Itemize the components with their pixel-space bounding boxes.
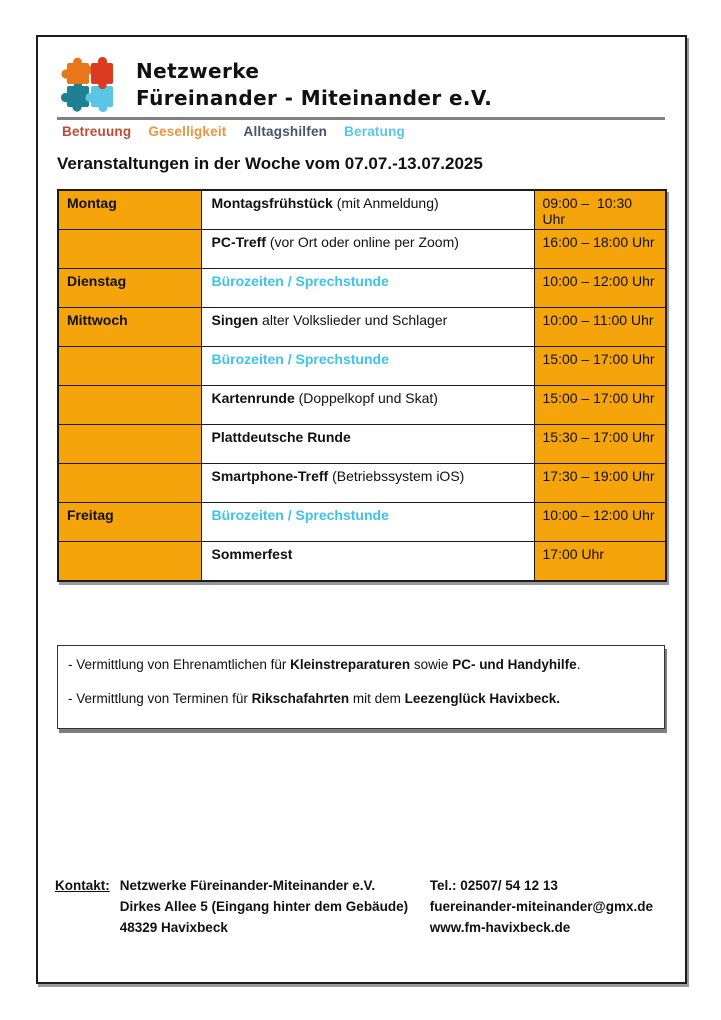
day-cell [58, 542, 201, 581]
nav-item-geselligkeit: Geselligkeit [148, 124, 227, 139]
brand-name [136, 58, 492, 112]
time-cell: 10:00 – 11:00 Uhr [534, 308, 666, 347]
brand-line1: Netzwerke [136, 59, 260, 83]
time-cell: 15:30 – 17:00 Uhr [534, 425, 666, 464]
day-cell [58, 230, 201, 269]
contact-address [120, 875, 420, 938]
event-detail: (Betriebssystem iOS) [328, 468, 465, 484]
header-divider [57, 117, 665, 120]
schedule-table [57, 189, 667, 582]
event-detail: (vor Ort oder online per Zoom) [265, 234, 459, 250]
puzzle-piece-orange [61, 58, 94, 84]
nav-item-alltagshilfen: Alltagshilfen [243, 124, 328, 139]
table-row [58, 230, 666, 269]
time-cell: 15:00 – 17:00 Uhr [534, 347, 666, 386]
schedule-table-body [58, 190, 666, 581]
footer-contact-block [55, 875, 653, 938]
puzzle-piece-teal [61, 81, 89, 111]
event-name: Bürozeiten / Sprechstunde [211, 351, 389, 367]
info-line: - Vermittlung von Ehrenamtlichen für Kleinstreparaturen sowie PC- und Handyhilfe. [68, 657, 581, 672]
time-cell: 17:00 Uhr [534, 542, 666, 581]
contact-line: www.fm-havixbeck.de [429, 920, 571, 935]
time-cell: 10:00 – 12:00 Uhr [534, 269, 666, 308]
address-line: Netzwerke Füreinander-Miteinander e.V. [119, 878, 376, 893]
address-line: Dirkes Allee 5 (Eingang hinter dem Gebäude) [119, 899, 409, 914]
event-cell [201, 269, 534, 308]
event-cell [201, 230, 534, 269]
table-row [58, 542, 666, 581]
info-box [57, 645, 665, 729]
event-name: Singen [211, 312, 259, 328]
page-title: Veranstaltungen in der Woche vom 07.07.-13.07.2025 [57, 154, 483, 173]
time-cell: 17:30 – 19:00 Uhr [534, 464, 666, 503]
table-row [58, 503, 666, 542]
event-name: Smartphone-Treff [211, 468, 329, 484]
time-cell: 16:00 – 18:00 Uhr [534, 230, 666, 269]
event-detail: alter Volkslieder und Schlager [258, 312, 448, 328]
event-name: Plattdeutsche Runde [211, 429, 351, 445]
address-line: 48329 Havixbeck [119, 920, 228, 935]
day-cell [58, 425, 201, 464]
time-cell: 15:00 – 17:00 Uhr [534, 386, 666, 425]
contact-details [430, 875, 653, 938]
event-cell [201, 464, 534, 503]
table-row [58, 269, 666, 308]
event-name: Sommerfest [211, 546, 293, 562]
day-cell: Dienstag [58, 269, 201, 308]
day-cell: Freitag [58, 503, 201, 542]
event-detail: (mit Anmeldung) [332, 195, 439, 211]
table-row [58, 386, 666, 425]
document-page [36, 35, 687, 984]
nav-item-beratung: Beratung [344, 124, 405, 139]
day-cell [58, 464, 201, 503]
event-name: PC-Treff [211, 234, 266, 250]
table-row [58, 190, 666, 230]
day-cell: Montag [58, 190, 201, 230]
event-cell [201, 347, 534, 386]
puzzle-piece-lightblue [85, 86, 113, 112]
table-row [58, 308, 666, 347]
event-cell [201, 190, 534, 230]
puzzle-logo-icon [60, 56, 120, 112]
contact-line: fuereinander-miteinander@gmx.de [429, 899, 653, 914]
info-line: - Vermittlung von Terminen für Rikschafahrten mit dem Leezenglück Havixbeck. [68, 691, 560, 706]
table-row [58, 425, 666, 464]
nav [62, 124, 405, 139]
contact-line: Tel.: 02507/ 54 12 13 [429, 878, 558, 893]
brand-line2: Füreinander - Miteinander e.V. [136, 86, 493, 110]
time-cell: 09:00 – 10:30 Uhr [534, 190, 666, 230]
letterhead [60, 56, 492, 112]
event-cell [201, 542, 534, 581]
event-cell [201, 308, 534, 347]
event-name: Bürozeiten / Sprechstunde [211, 507, 389, 523]
day-cell [58, 347, 201, 386]
event-name: Montagsfrühstück [211, 195, 333, 211]
day-cell [58, 386, 201, 425]
event-name: Kartenrunde [211, 390, 295, 406]
event-cell [201, 386, 534, 425]
event-cell [201, 503, 534, 542]
contact-label: Kontakt: [55, 878, 110, 893]
day-cell: Mittwoch [58, 308, 201, 347]
table-row [58, 347, 666, 386]
table-row [58, 464, 666, 503]
event-detail: (Doppelkopf und Skat) [294, 390, 438, 406]
time-cell: 10:00 – 12:00 Uhr [534, 503, 666, 542]
puzzle-piece-red [91, 57, 113, 89]
nav-item-betreuung: Betreuung [62, 124, 132, 139]
event-cell [201, 425, 534, 464]
event-name: Bürozeiten / Sprechstunde [211, 273, 389, 289]
